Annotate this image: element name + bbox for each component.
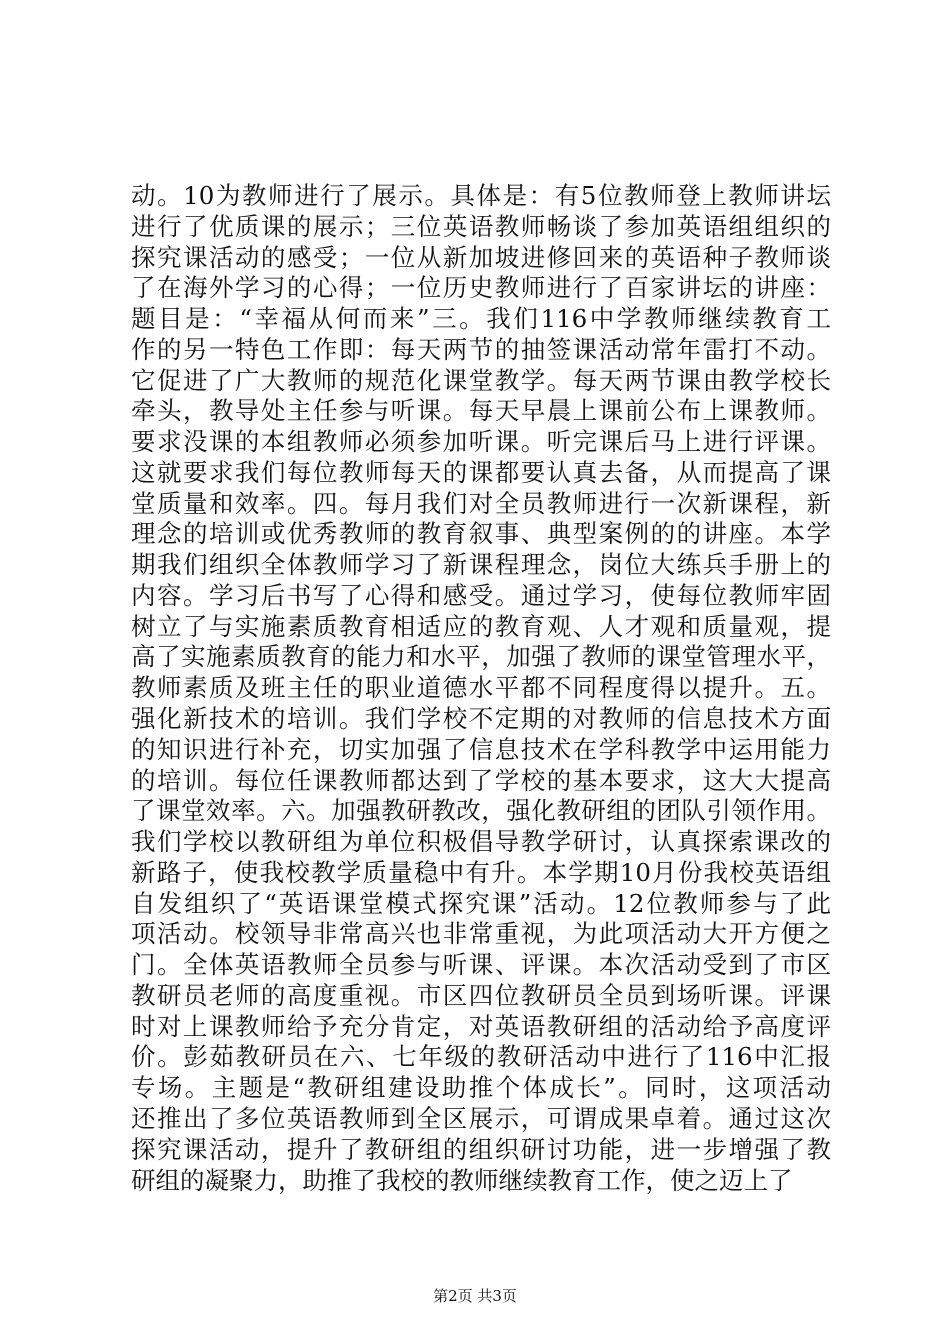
text-line: 进行了优质课的展示；三位英语教师畅谈了参加英语组组织的 [131, 211, 831, 241]
text-line: 树立了与实施素质教育相适应的教育观、人才观和质量观，提 [131, 611, 831, 641]
text-line: 它促进了广大教师的规范化课堂教学。每天两节课由教学校长 [131, 365, 831, 395]
text-line: 作的另一特色工作即：每天两节的抽签课活动常年雷打不动。 [131, 334, 831, 364]
text-line: 牵头，教导处主任参与听课。每天早晨上课前公布上课教师。 [131, 396, 831, 426]
text-line: 这就要求我们每位教师每天的课都要认真去备，从而提高了课 [131, 457, 831, 487]
text-line: 了在海外学习的心得；一位历史教师进行了百家讲坛的讲座： [131, 273, 831, 303]
text-line: 堂质量和效率。四。每月我们对全员教师进行一次新课程，新 [131, 488, 831, 518]
text-line: 研组的凝聚力，助推了我校的教师继续教育工作，使之迈上了 [131, 1165, 793, 1195]
text-line: 要求没课的本组教师必须参加听课。听完课后马上进行评课。 [131, 427, 831, 457]
text-line: 门。全体英语教师全员参与听课、评课。本次活动受到了市区 [131, 950, 831, 980]
text-line: 的知识进行补充，切实加强了信息技术在学科教学中运用能力 [131, 734, 831, 764]
text-line: 题目是：“幸福从何而来”三。我们116中学教师继续教育工 [131, 304, 831, 334]
text-line: 理念的培训或优秀教师的教育叙事、典型案例的的讲座。本学 [131, 519, 831, 549]
text-line: 新路子，使我校教学质量稳中有升。本学期10月份我校英语组 [131, 857, 831, 887]
text-line: 强化新技术的培训。我们学校不定期的对教师的信息技术方面 [131, 704, 831, 734]
text-line: 价。彭茹教研员在六、七年级的教研活动中进行了116中汇报 [131, 1042, 831, 1072]
text-line: 探究课活动，提升了教研组的组织研讨功能，进一步增强了教 [131, 1134, 831, 1164]
text-line: 探究课活动的感受；一位从新加坡进修回来的英语种子教师谈 [131, 242, 831, 272]
page-footer [0, 1286, 950, 1306]
text-line: 教师素质及班主任的职业道德水平都不同程度得以提升。五。 [131, 673, 831, 703]
text-line: 了课堂效率。六。加强教研教改，强化教研组的团队引领作用。 [131, 796, 831, 826]
text-line: 高了实施素质教育的能力和水平，加强了教师的课堂管理水平， [131, 642, 831, 672]
text-line: 项活动。校领导非常高兴也非常重视，为此项活动大开方便之 [131, 919, 831, 949]
text-line: 自发组织了“英语课堂模式探究课”活动。12位教师参与了此 [131, 888, 831, 918]
text-line: 动。10为教师进行了展示。具体是：有5位教师登上教师讲坛 [131, 181, 831, 210]
text-line: 教研员老师的高度重视。市区四位教研员全员到场听课。评课 [131, 980, 831, 1010]
text-line: 时对上课教师给予充分肯定，对英语教研组的活动给予高度评 [131, 1011, 831, 1041]
text-line: 的培训。每位任课教师都达到了学校的基本要求，这大大提高 [131, 765, 831, 795]
text-line: 专场。主题是“教研组建设助推个体成长”。同时，这项活动 [131, 1073, 831, 1103]
text-line: 我们学校以教研组为单位积极倡导教学研讨，认真探索课改的 [131, 827, 831, 857]
body-text [131, 181, 831, 1196]
page-number-label: 第2页 共3页 [433, 1287, 517, 1305]
text-line: 还推出了多位英语教师到全区展示，可谓成果卓着。通过这次 [131, 1103, 831, 1133]
text-line: 期我们组织全体教师学习了新课程理念，岗位大练兵手册上的 [131, 550, 831, 580]
text-line: 内容。学习后书写了心得和感受。通过学习，使每位教师牢固 [131, 580, 831, 610]
